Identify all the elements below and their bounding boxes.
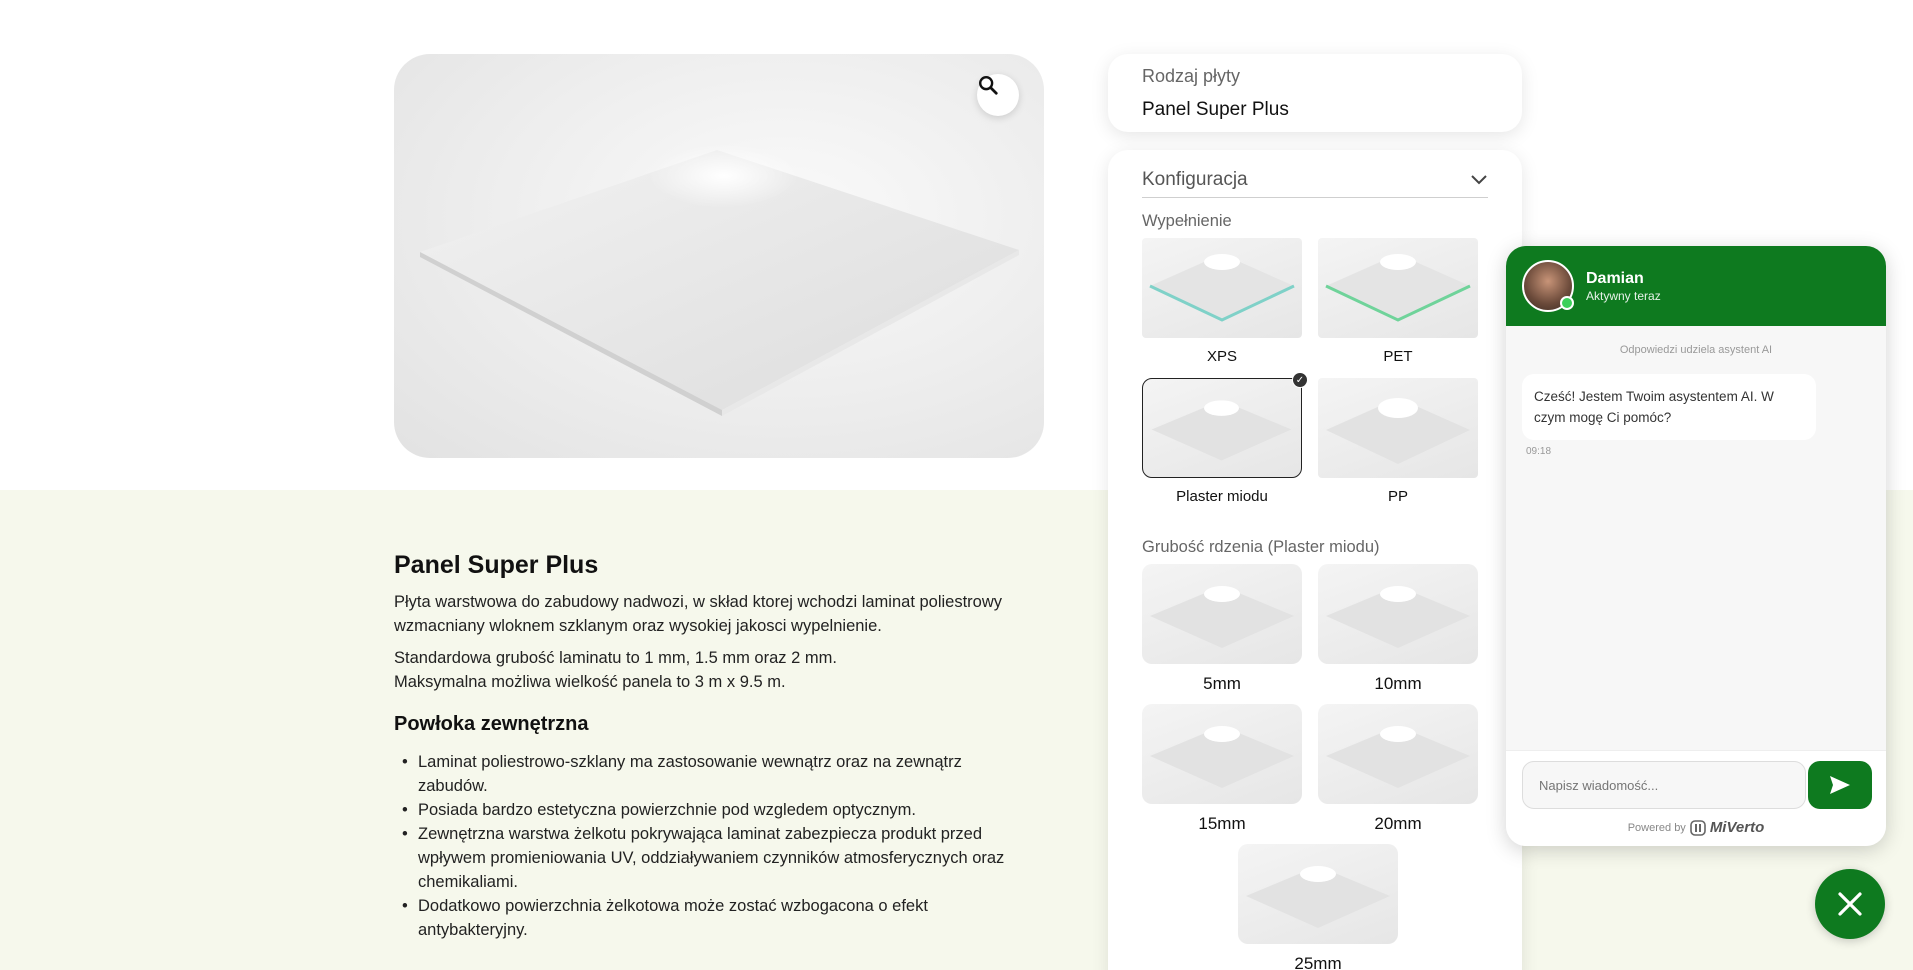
thickness-option-5mm[interactable] (1142, 564, 1302, 694)
thickness-thumbnail (1238, 844, 1398, 944)
laminate-thickness-text: Standardowa grubość laminatu to 1 mm, 1.5 mm oraz 2 mm. (394, 649, 837, 667)
description-paragraph: Płyta warstwowa do zabudowy nadwozi, w skład ktorej wchodzi laminat poliestrowy wzmacniany wloknem szklanym oraz wysokiej jakosci wypelnienie. (394, 593, 1003, 635)
thickness-thumbnail (1142, 564, 1302, 664)
chat-message: Cześć! Jestem Twoim asystentem AI. W czym mogę Ci pomóc? (1522, 374, 1816, 440)
configuration-title: Konfiguracja (1142, 168, 1248, 190)
chat-widget (1506, 246, 1886, 846)
send-icon (1828, 774, 1852, 796)
coating-list (394, 750, 1034, 942)
brand-name: MiVerto (1709, 819, 1765, 836)
fill-option-label: PP (1387, 488, 1408, 505)
fill-option-label: PET (1383, 348, 1413, 365)
thickness-thumbnail (1142, 704, 1302, 804)
fill-thumbnail (1318, 238, 1478, 338)
thickness-option-label: 25mm (1294, 954, 1342, 970)
powered-by (1506, 819, 1886, 836)
miverto-logo-icon (1690, 820, 1706, 836)
thickness-option-label: 10mm (1374, 674, 1422, 693)
list-item: • Laminat poliestrowo-szklany ma zastosowanie wewnątrz oraz na zewnątrz zabudów. (402, 750, 1034, 798)
fill-option-pp[interactable] (1318, 378, 1478, 505)
configuration-card (1108, 150, 1522, 970)
close-icon (1835, 889, 1865, 919)
search-icon (977, 74, 999, 96)
agent-name: Damian (1586, 270, 1644, 287)
max-size-text: Maksymalna możliwa wielkość panela to 3 m x 9.5 m. (394, 673, 786, 691)
configuration-dropdown[interactable] (1142, 162, 1488, 198)
thickness-option-10mm[interactable] (1318, 564, 1478, 694)
thickness-thumbnail (1318, 564, 1478, 664)
fill-option-label: Plaster miodu (1176, 488, 1268, 505)
thickness-option-25mm[interactable] (1238, 844, 1398, 970)
powered-by-text: Powered by (1627, 821, 1686, 834)
specs-paragraph (394, 646, 1034, 694)
thickness-option-label: 15mm (1198, 814, 1246, 833)
agent-info (1586, 269, 1661, 303)
thickness-option-label: 20mm (1374, 814, 1422, 833)
panel-type-value: Panel Super Plus (1142, 99, 1289, 120)
thickness-option-15mm[interactable] (1142, 704, 1302, 834)
close-chat-button[interactable] (1815, 869, 1885, 939)
panel-type-label: Rodzaj płyty (1142, 66, 1241, 86)
thickness-thumbnail (1318, 704, 1478, 804)
panel-type-card[interactable] (1108, 54, 1522, 132)
avatar (1522, 260, 1574, 312)
fill-option-xps[interactable] (1142, 238, 1302, 365)
fill-option-pet[interactable] (1318, 238, 1478, 365)
chat-footer (1506, 750, 1886, 846)
online-status-dot (1560, 296, 1574, 310)
fill-option-honeycomb[interactable] (1142, 374, 1305, 505)
product-description (394, 548, 1034, 942)
thickness-section-label: Grubość rdzenia (Plaster miodu) (1142, 538, 1380, 556)
zoom-button[interactable] (977, 74, 1019, 116)
list-item: • Dodatkowo powierzchnia żelkotowa może zostać wzbogacona o efekt antybakteryjny. (402, 894, 1034, 942)
list-item: • Zewnętrzna warstwa żelkotu pokrywająca laminat zabezpiecza produkt przed wpływem promieniowania UV, oddziaływaniem czynników atmosferycznych oraz chemikaliami. (402, 822, 1034, 894)
thickness-option-label: 5mm (1203, 674, 1241, 693)
agent-status: Aktywny teraz (1586, 289, 1661, 303)
ai-notice: Odpowiedzi udziela asystent AI (1619, 344, 1773, 356)
message-time: 09:18 (1526, 446, 1552, 457)
fill-thumbnail (1318, 378, 1478, 478)
panel-illustration (394, 54, 1044, 458)
fill-thumbnail (1142, 238, 1302, 338)
chevron-down-icon (1470, 174, 1488, 186)
chat-header (1506, 246, 1886, 326)
fill-option-label: XPS (1206, 348, 1237, 365)
product-title: Panel Super Plus (394, 551, 599, 579)
send-button[interactable] (1808, 761, 1872, 809)
fill-section-label: Wypełnienie (1142, 212, 1232, 230)
coating-heading: Powłoka zewnętrzna (394, 713, 589, 735)
thickness-option-20mm[interactable] (1318, 704, 1478, 834)
list-item: • Posiada bardzo estetyczna powierzchnie pod wzgledem optycznym. (402, 798, 1034, 822)
fill-thumbnail (1142, 378, 1302, 478)
message-input[interactable] (1522, 761, 1806, 809)
product-image[interactable] (394, 54, 1044, 458)
check-icon: ✓ (1292, 372, 1308, 388)
